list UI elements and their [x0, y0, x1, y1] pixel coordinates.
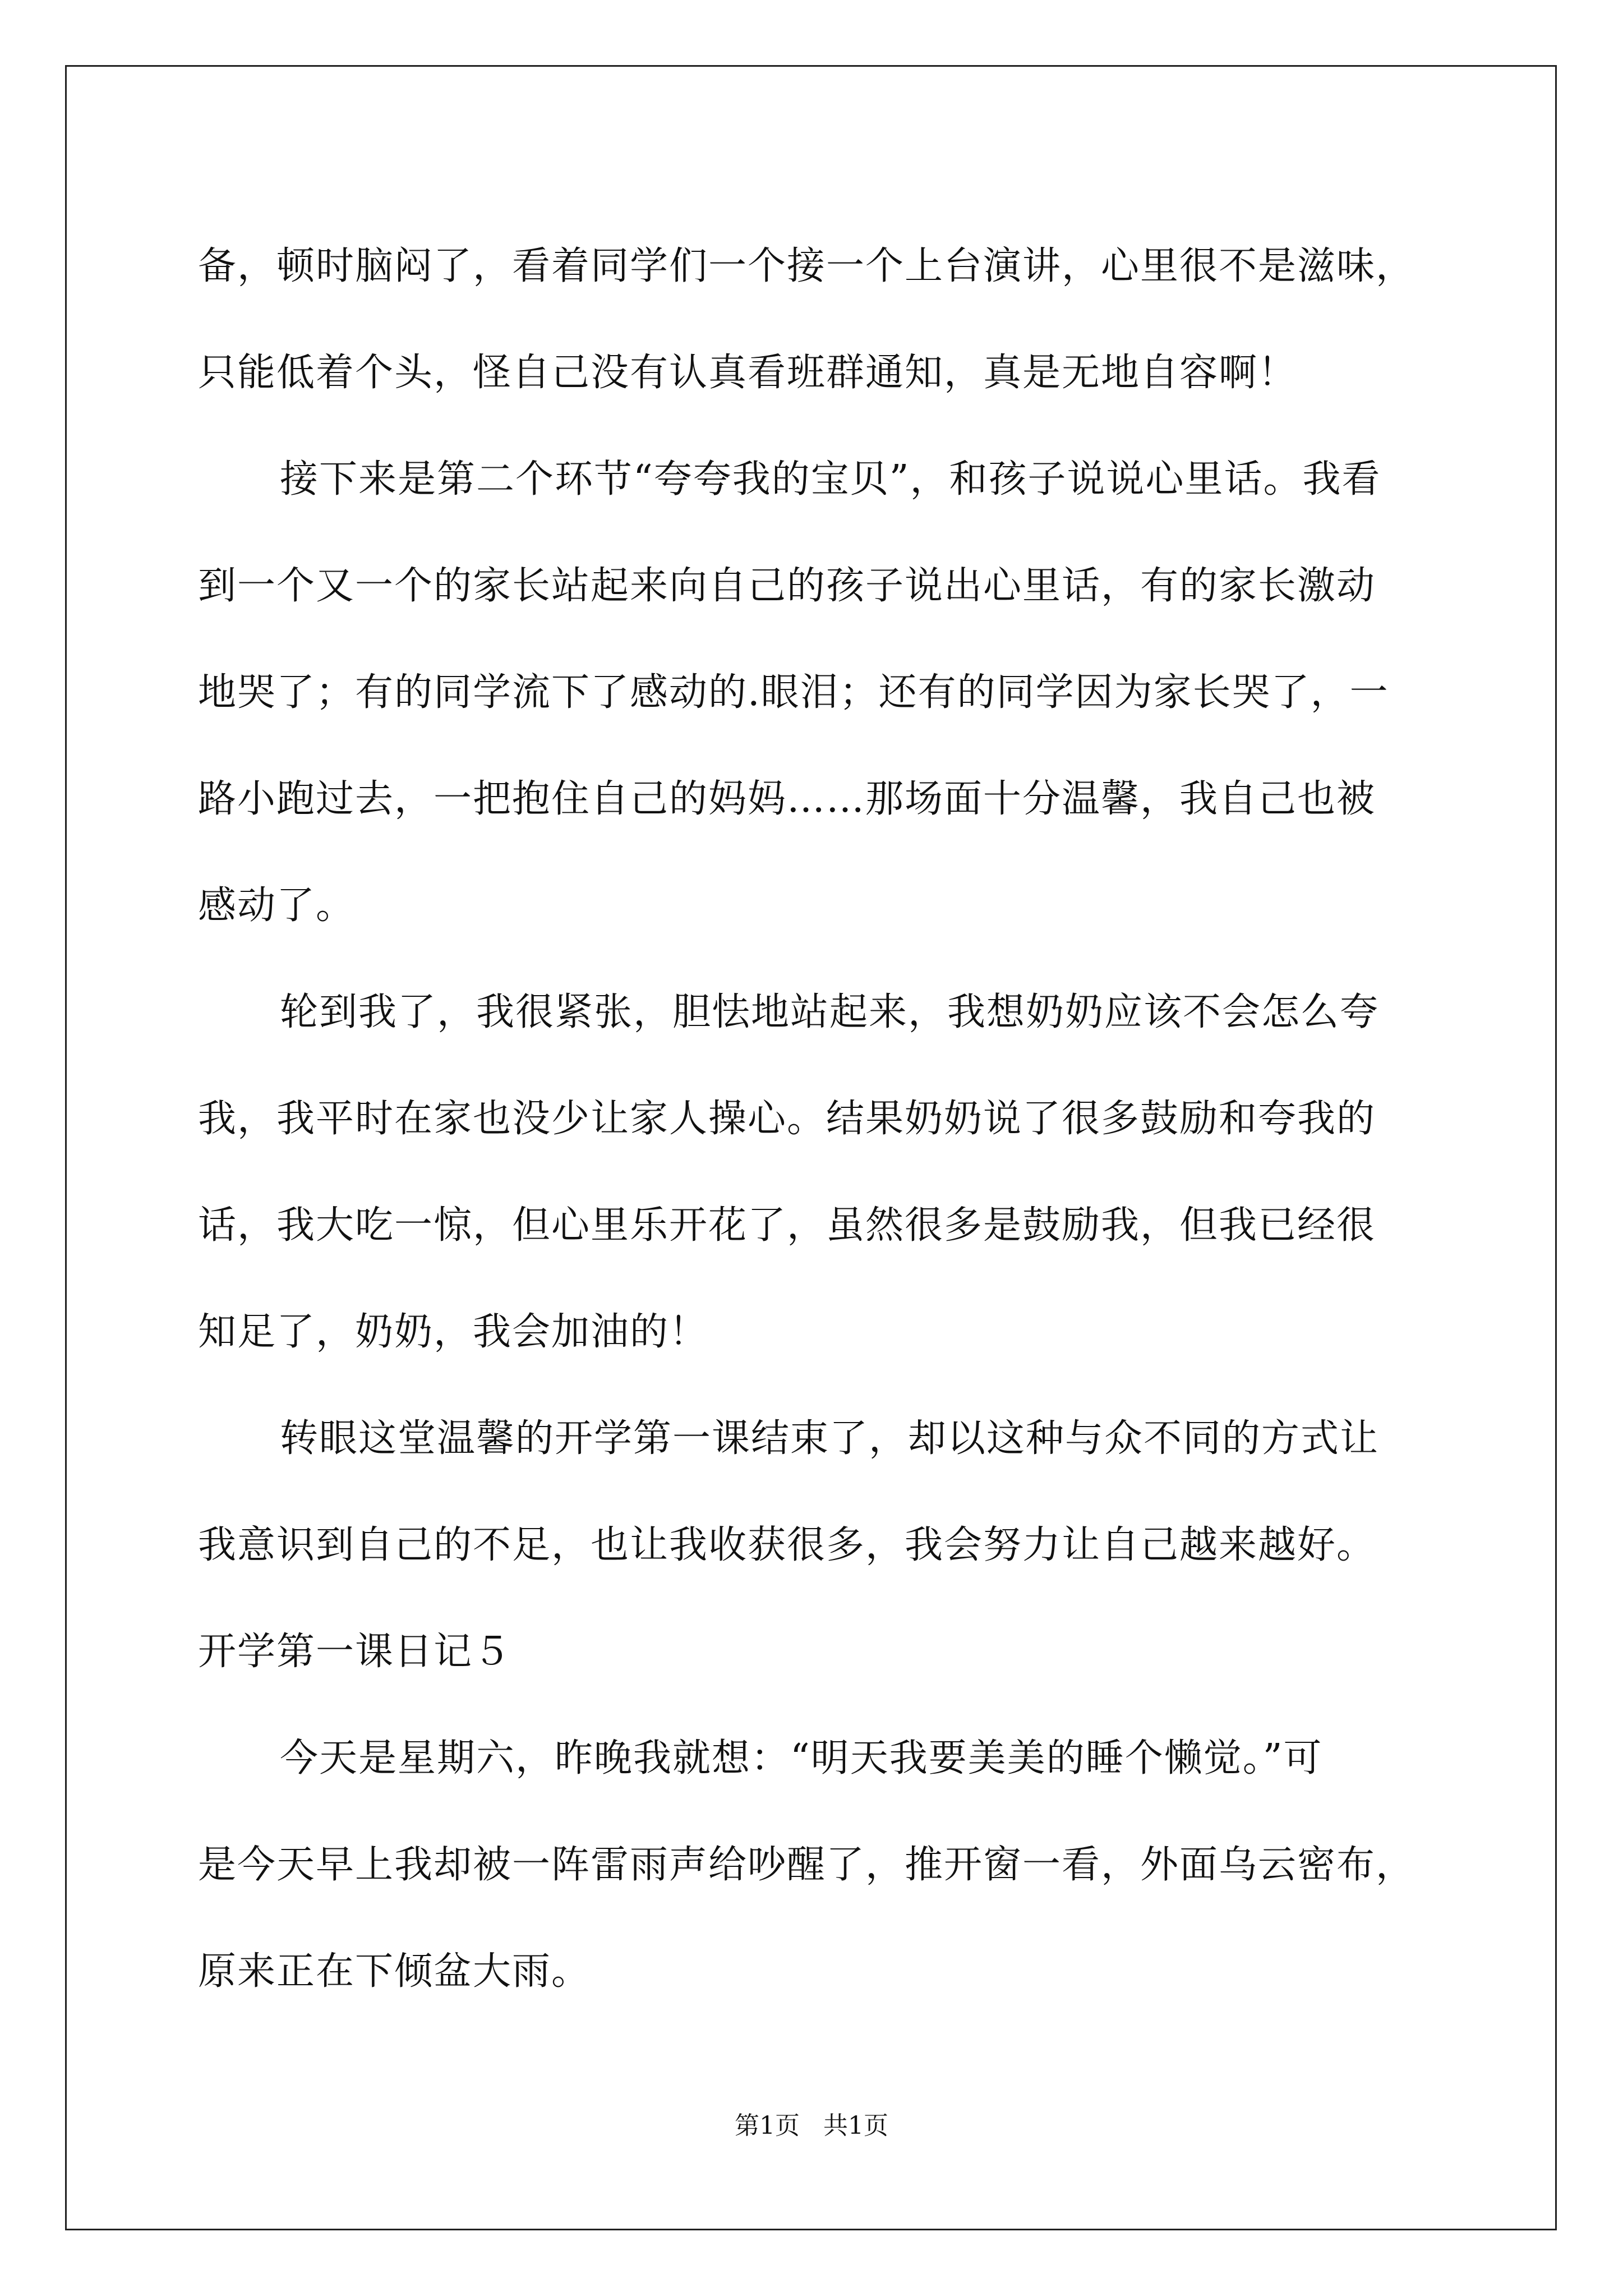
text-line: 感动了。	[198, 884, 356, 928]
text-line: 到一个又一个的家长站起来向自己的孩子说出心里话，有的家长激动	[198, 564, 1376, 608]
text-line: 知足了，奶奶，我会加油的！	[198, 1310, 709, 1354]
text-line: 原来正在下倾盆大雨。	[198, 1949, 591, 1994]
text-line: 只能低着个头，怪自己没有认真看班群通知，真是无地自容啊！	[198, 351, 1298, 395]
document-body	[198, 213, 1465, 2025]
text-line: 地哭了；有的同学流下了感动的.眼泪；还有的同学因为家长哭了，一	[198, 670, 1389, 715]
paragraph-start-line: 转眼这堂温馨的开学第一课结束了，却以这种与众不同的方式让	[280, 1416, 1380, 1461]
text-line: 我，我平时在家也没少让家人操心。结果奶奶说了很多鼓励和夸我的	[198, 1097, 1376, 1141]
page-indicator: 第1页 共1页	[735, 2111, 888, 2140]
text-line: 我意识到自己的不足，也让我收获很多，我会努力让自己越来越好。	[198, 1523, 1376, 1567]
section-heading: 开学第一课日记５	[198, 1630, 513, 1674]
text-line: 是今天早上我却被一阵雷雨声给吵醒了，推开窗一看，外面乌云密布，	[198, 1843, 1415, 1887]
text-line: 话，我大吃一惊，但心里乐开花了，虽然很多是鼓励我，但我已经很	[198, 1203, 1376, 1248]
text-line: 路小跑过去，一把抱住自己的妈妈……那场面十分温馨，我自己也被	[198, 777, 1376, 821]
paragraph-start-line: 今天是星期六，昨晚我就想：“明天我要美美的睡个懒觉。”可	[280, 1736, 1323, 1780]
text-line: 备，顿时脑闷了，看着同学们一个接一个上台演讲，心里很不是滋味，	[198, 244, 1415, 288]
paragraph-start-line: 接下来是第二个环节“夸夸我的宝贝”，和孩子说说心里话。我看	[280, 457, 1381, 501]
paragraph-start-line: 轮到我了，我很紧张，胆怯地站起来，我想奶奶应该不会怎么夸	[280, 990, 1380, 1034]
